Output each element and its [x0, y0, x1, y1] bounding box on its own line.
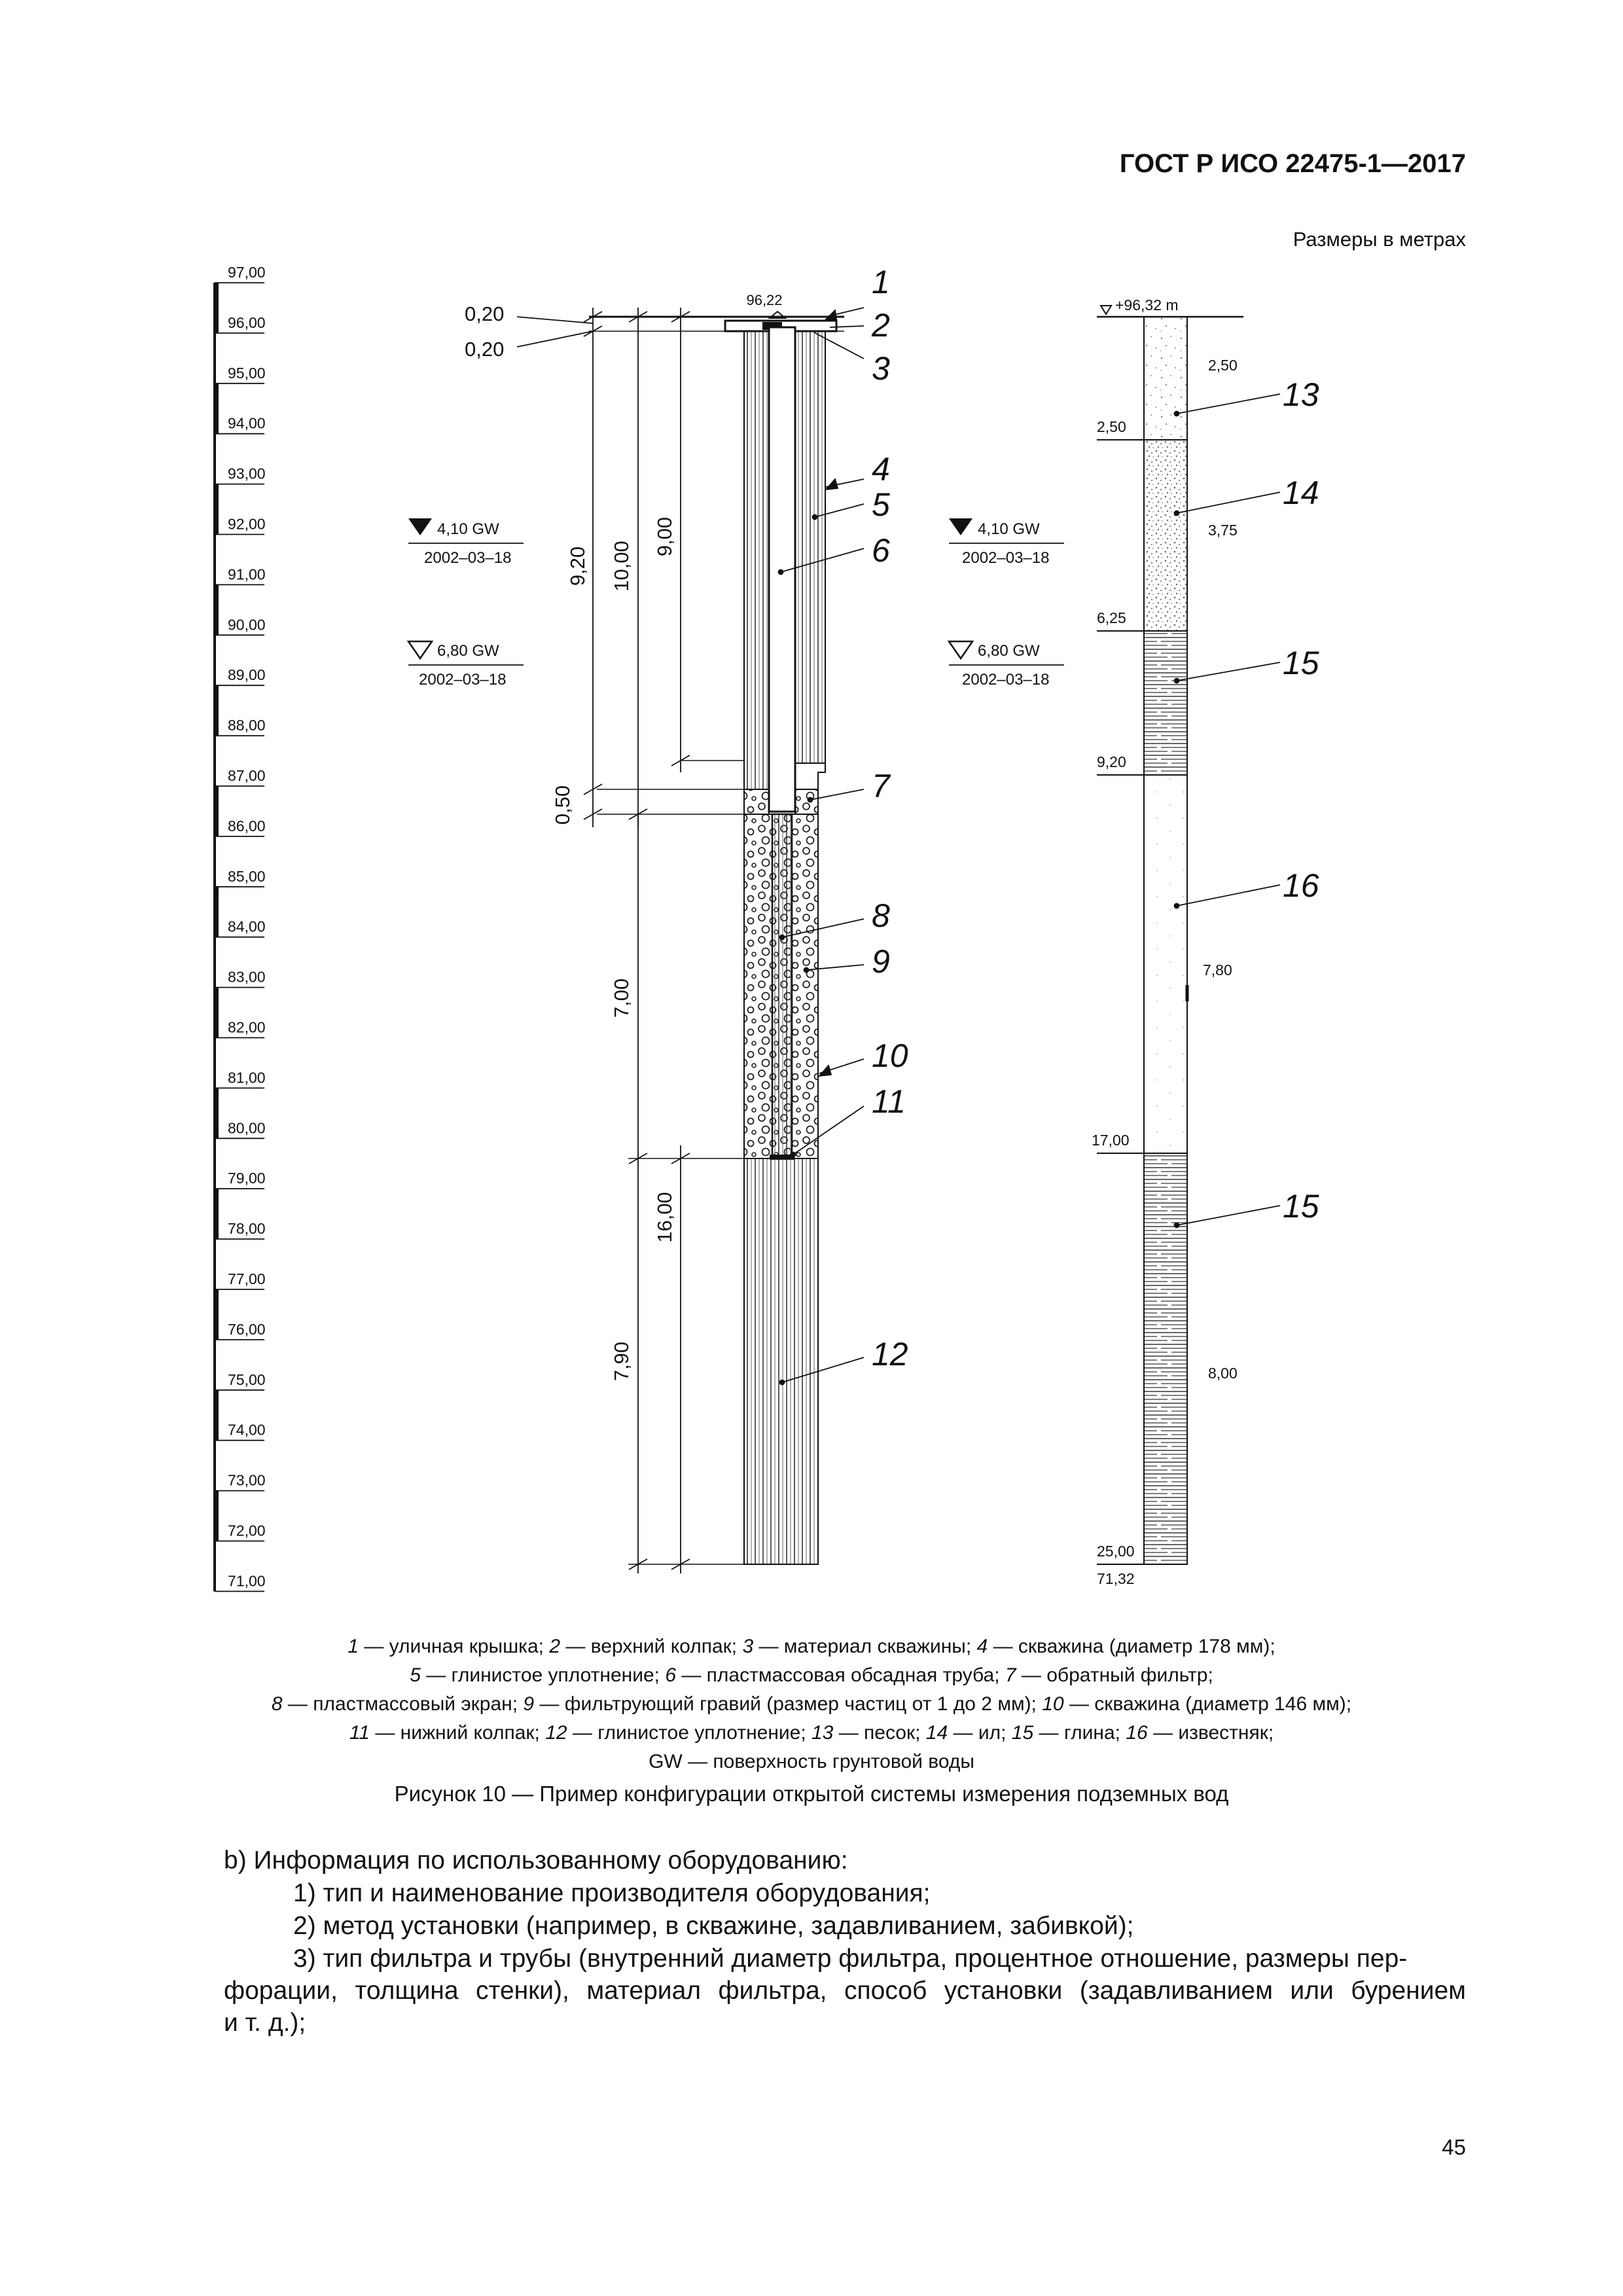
elevation-label: 82,00	[228, 1018, 266, 1036]
layer-clay-lower	[1144, 1153, 1187, 1564]
layer-sand	[1144, 317, 1187, 440]
elevation-label: 74,00	[228, 1421, 266, 1439]
reverse-filter	[744, 789, 769, 814]
elevation-label: 72,00	[228, 1522, 266, 1539]
dim-7-90: 7,90	[610, 1341, 633, 1382]
page-number: 45	[1442, 2135, 1466, 2159]
elevation-segment	[215, 887, 219, 937]
paragraph-item-1: 1) тип и наименование производителя оборудования;	[293, 1879, 931, 1907]
callout-9: 9	[872, 943, 890, 980]
elevation-label: 75,00	[228, 1371, 266, 1388]
elevation-label: 90,00	[228, 616, 266, 634]
callout-15a: 15	[1283, 645, 1319, 681]
callout-1: 1	[872, 264, 890, 300]
layer-clay-upper	[1144, 631, 1187, 775]
callout-3: 3	[872, 350, 890, 387]
callout-13: 13	[1283, 376, 1319, 413]
elevation-label: 97,00	[228, 264, 266, 281]
elevation-label: 89,00	[228, 666, 266, 684]
legend-line-4: 11 — нижний колпак; 12 — глинистое уплотнение; 13 — песок; 14 — ил; 15 — глина; 16 — известняк;	[349, 1722, 1274, 1744]
elevation-label: 85,00	[228, 867, 266, 885]
elevation-label: 73,00	[228, 1471, 266, 1489]
dim-9-20: 9,20	[566, 546, 589, 586]
elevation-segment	[215, 786, 219, 836]
elevation-label: 96,00	[228, 314, 266, 331]
dim-16-00: 16,00	[653, 1192, 676, 1243]
plastic-screen	[772, 814, 792, 1156]
well-section	[465, 264, 1319, 1573]
elevation-label: 83,00	[228, 968, 266, 986]
layer-limestone	[1144, 775, 1187, 1153]
elevation-label: 88,00	[228, 717, 266, 734]
paragraph-item-2: 2) метод установки (например, в скважине, задавливанием, забивкой);	[293, 1912, 1134, 1940]
elevation-label: 87,00	[228, 767, 266, 784]
gw2-date-right: 2002–03–18	[962, 671, 1050, 689]
elevation-label: 80,00	[228, 1119, 266, 1137]
figure-caption: Рисунок 10 — Пример конфигурации открытой системы измерения подземных вод	[394, 1782, 1229, 1806]
gw-filled-triangle-icon	[949, 518, 972, 535]
callout-8: 8	[872, 897, 890, 934]
elevation-segment	[215, 1491, 219, 1541]
callout-10: 10	[872, 1037, 908, 1074]
log-top-elevation: +96,32 m	[1115, 296, 1179, 314]
dim-7-00: 7,00	[610, 978, 633, 1018]
well-top-elevation: 96,22	[746, 292, 783, 308]
layer-silt	[1144, 440, 1187, 631]
dim-10-00: 10,00	[610, 541, 633, 592]
dim-0-20-b: 0,20	[465, 338, 505, 361]
log-bottom-elevation: 71,32	[1097, 1570, 1135, 1587]
callout-16: 16	[1283, 867, 1319, 904]
elevation-label: 78,00	[228, 1220, 266, 1238]
elevation-segment	[215, 584, 219, 635]
elevation-scale	[215, 264, 266, 1591]
gw1-level-right: 4,10 GW	[978, 520, 1040, 538]
dim-0-20-a: 0,20	[465, 302, 505, 325]
legend-line-5: GW — поверхность грунтовой воды	[649, 1751, 974, 1772]
elevation-label: 95,00	[228, 364, 266, 382]
dim-0-50: 0,50	[551, 785, 574, 825]
elevation-label: 77,00	[228, 1270, 266, 1287]
gw2-level: 6,80 GW	[437, 642, 499, 660]
elevation-segment	[215, 988, 219, 1038]
callout-11: 11	[872, 1083, 906, 1120]
groundwater-markers-right	[949, 518, 1064, 689]
groundwater-markers-left	[408, 518, 524, 689]
elevation-label: 76,00	[228, 1320, 266, 1338]
lower-clay-seal	[744, 1158, 818, 1564]
callout-4: 4	[872, 451, 890, 488]
log-depth-2: 6,25	[1097, 609, 1126, 626]
log-thickness-3: 7,80	[1203, 961, 1232, 978]
elevation-segment	[215, 1289, 219, 1340]
elevation-segment	[215, 685, 219, 736]
log-depth-3: 9,20	[1097, 753, 1126, 770]
elevation-segment	[215, 384, 219, 434]
callout-5: 5	[872, 486, 890, 523]
paragraph-item-3-line-1: 3) тип фильтра и трубы (внутренний диаметр фильтра, процентное отношение, размеры пер-	[293, 1945, 1408, 1973]
log-depth-1: 2,50	[1097, 418, 1126, 435]
borehole-log	[1092, 296, 1280, 1587]
elevation-label: 94,00	[228, 414, 266, 432]
legend-line-2: 5 — глинистое уплотнение; 6 — пластмассовая обсадная труба; 7 — обратный фильтр;	[410, 1664, 1213, 1686]
elevation-label: 71,00	[228, 1572, 266, 1590]
paragraph-item-3-line-3: и т. д.);	[224, 2009, 306, 2037]
elevation-label: 91,00	[228, 565, 266, 583]
units-note: Размеры в метрах	[1293, 228, 1466, 251]
callout-6: 6	[872, 532, 890, 569]
callout-2: 2	[872, 307, 890, 344]
elevation-label: 92,00	[228, 515, 266, 533]
gw1-date-right: 2002–03–18	[962, 549, 1050, 567]
log-thickness-2: 3,75	[1208, 522, 1238, 539]
elevation-segment	[215, 1088, 219, 1138]
dim-9-00: 9,00	[653, 516, 676, 557]
elevation-segment	[215, 283, 219, 333]
gw1-date: 2002–03–18	[424, 549, 512, 567]
log-thickness-4: 8,00	[1208, 1365, 1238, 1382]
legend-line-3: 8 — пластмассовый экран; 9 — фильтрующий гравий (размер частиц от 1 до 2 мм); 10 — скважина (диаметр 146 мм);	[271, 1693, 1352, 1715]
paragraph-item-b: b) Информация по использованному оборудованию:	[224, 1846, 848, 1874]
log-depth-5: 25,00	[1097, 1543, 1135, 1560]
paragraph-item-3-line-2: форации, толщина стенки), материал фильтра, способ установки (задавливанием или бурением	[224, 1977, 1466, 2005]
elevation-segment	[215, 484, 219, 535]
gw-open-triangle-icon	[408, 641, 432, 658]
callout-14: 14	[1283, 475, 1319, 511]
callout-7: 7	[872, 768, 890, 804]
gw-open-triangle-icon	[949, 641, 972, 658]
elevation-label: 93,00	[228, 465, 266, 482]
elevation-label: 84,00	[228, 918, 266, 935]
gw2-date: 2002–03–18	[419, 671, 507, 689]
log-thickness-1: 2,50	[1208, 357, 1238, 374]
elevation-segment	[215, 1189, 219, 1239]
log-depth-4: 17,00	[1092, 1132, 1130, 1149]
gw1-level: 4,10 GW	[437, 520, 499, 538]
elevation-label: 79,00	[228, 1170, 266, 1187]
document-code: ГОСТ Р ИСО 22475-1—2017	[1119, 149, 1466, 178]
legend-line-1: 1 — уличная крышка; 2 — верхний колпак; 3 — материал скважины; 4 — скважина (диаметр 178 мм);	[348, 1636, 1275, 1657]
gw2-level-right: 6,80 GW	[978, 642, 1040, 660]
callout-12: 12	[872, 1336, 908, 1372]
elevation-segment	[215, 1390, 219, 1441]
callout-15b: 15	[1283, 1188, 1319, 1225]
elevation-label: 81,00	[228, 1069, 266, 1086]
elevation-label: 86,00	[228, 817, 266, 834]
gw-filled-triangle-icon	[408, 518, 432, 535]
